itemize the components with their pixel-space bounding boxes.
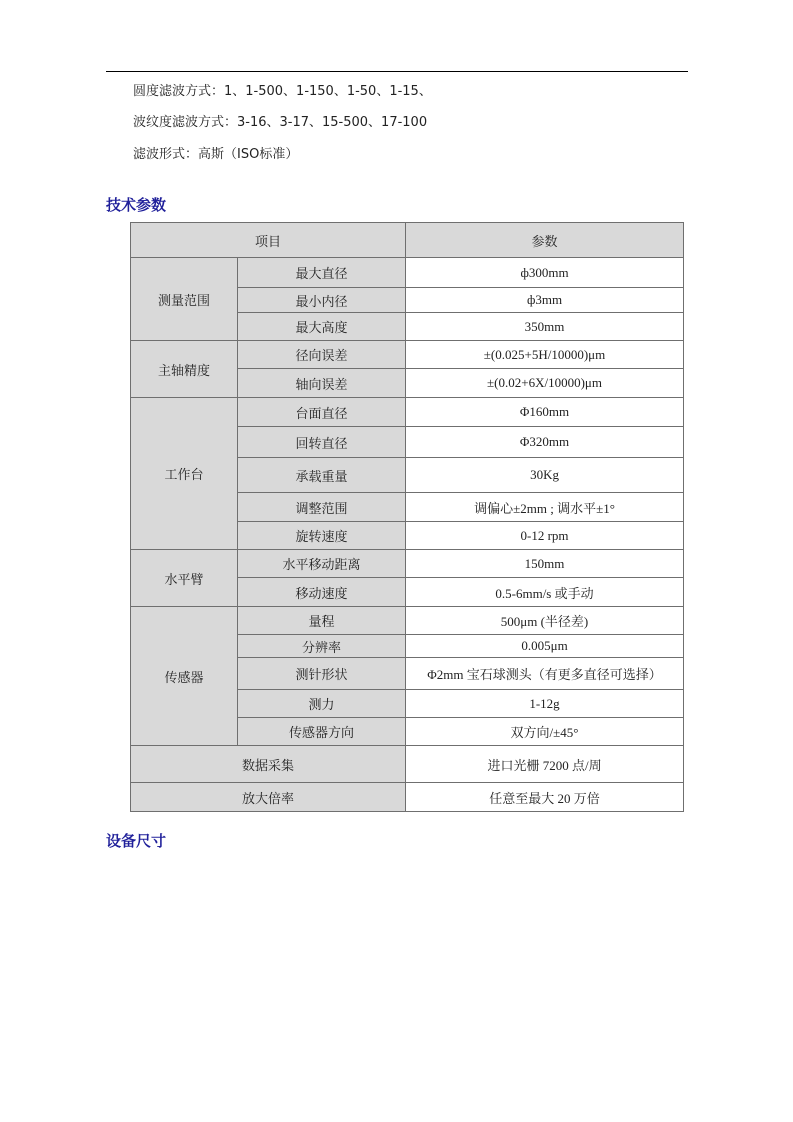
value-cell: ф3mm <box>406 288 684 313</box>
item-cell: 测针形状 <box>238 658 406 690</box>
item-cell: 最大直径 <box>238 258 406 288</box>
value-cell: 1-12g <box>406 690 684 718</box>
value-cell: 0.005μm <box>406 635 684 658</box>
item-cell: 测力 <box>238 690 406 718</box>
value-cell: 双方向/±45° <box>406 718 684 746</box>
tech-params-heading: 技术参数 <box>106 196 167 214</box>
item-cell: 调整范围 <box>238 493 406 522</box>
item-cell: 数据采集 <box>131 746 406 783</box>
value-cell: Φ2mm 宝石球测头（有更多直径可选择） <box>406 658 684 690</box>
value-cell: 进口光栅 7200 点/周 <box>406 746 684 783</box>
value-cell: 150mm <box>406 550 684 578</box>
waviness-filter-line: 波纹度滤波方式：3-16、3-17、15-500、17-100 <box>133 115 428 130</box>
table-row <box>131 398 684 427</box>
value-cell: 350mm <box>406 313 684 341</box>
roundness-filter-line: 圆度滤波方式：1、1-500、1-150、1-50、1-15、 <box>133 84 432 99</box>
item-cell: 台面直径 <box>238 398 406 427</box>
item-cell: 轴向误差 <box>238 369 406 398</box>
spec-table <box>130 222 684 812</box>
dimensions-heading: 设备尺寸 <box>106 832 167 850</box>
value-cell: 500μm (半径差) <box>406 607 684 635</box>
value-cell: 0.5-6mm/s 或手动 <box>406 578 684 607</box>
value-cell: ±(0.025+5H/10000)μm <box>406 341 684 369</box>
item-cell: 移动速度 <box>238 578 406 607</box>
table-header-row <box>131 223 684 258</box>
item-cell: 旋转速度 <box>238 522 406 550</box>
value-cell: 30Kg <box>406 458 684 493</box>
group-label-arm: 水平臂 <box>131 550 238 607</box>
header-rule <box>106 71 688 72</box>
item-cell: 径向误差 <box>238 341 406 369</box>
table-row <box>131 258 684 288</box>
table-row <box>131 783 684 812</box>
filter-form-line: 滤波形式：高斯（ISO标准） <box>133 147 299 162</box>
value-cell: 0-12 rpm <box>406 522 684 550</box>
value-cell: 调偏心±2mm ; 调水平±1° <box>406 493 684 522</box>
item-cell: 传感器方向 <box>238 718 406 746</box>
header-item-cell: 项目 <box>131 223 406 258</box>
header-param-cell: 参数 <box>406 223 684 258</box>
item-cell: 最大高度 <box>238 313 406 341</box>
value-cell: Φ320mm <box>406 427 684 458</box>
item-cell: 承载重量 <box>238 458 406 493</box>
table-row <box>131 746 684 783</box>
value-cell: 任意至最大 20 万倍 <box>406 783 684 812</box>
group-label-measure-range: 测量范围 <box>131 258 238 341</box>
table-row <box>131 550 684 578</box>
group-label-sensor: 传感器 <box>131 607 238 746</box>
value-cell: ±(0.02+6X/10000)μm <box>406 369 684 398</box>
value-cell: Φ160mm <box>406 398 684 427</box>
item-cell: 分辨率 <box>238 635 406 658</box>
group-label-spindle: 主轴精度 <box>131 341 238 398</box>
group-label-worktable: 工作台 <box>131 398 238 550</box>
table-row <box>131 607 684 635</box>
item-cell: 放大倍率 <box>131 783 406 812</box>
value-cell: ф300mm <box>406 258 684 288</box>
item-cell: 回转直径 <box>238 427 406 458</box>
item-cell: 水平移动距离 <box>238 550 406 578</box>
item-cell: 量程 <box>238 607 406 635</box>
table-row <box>131 341 684 369</box>
item-cell: 最小内径 <box>238 288 406 313</box>
